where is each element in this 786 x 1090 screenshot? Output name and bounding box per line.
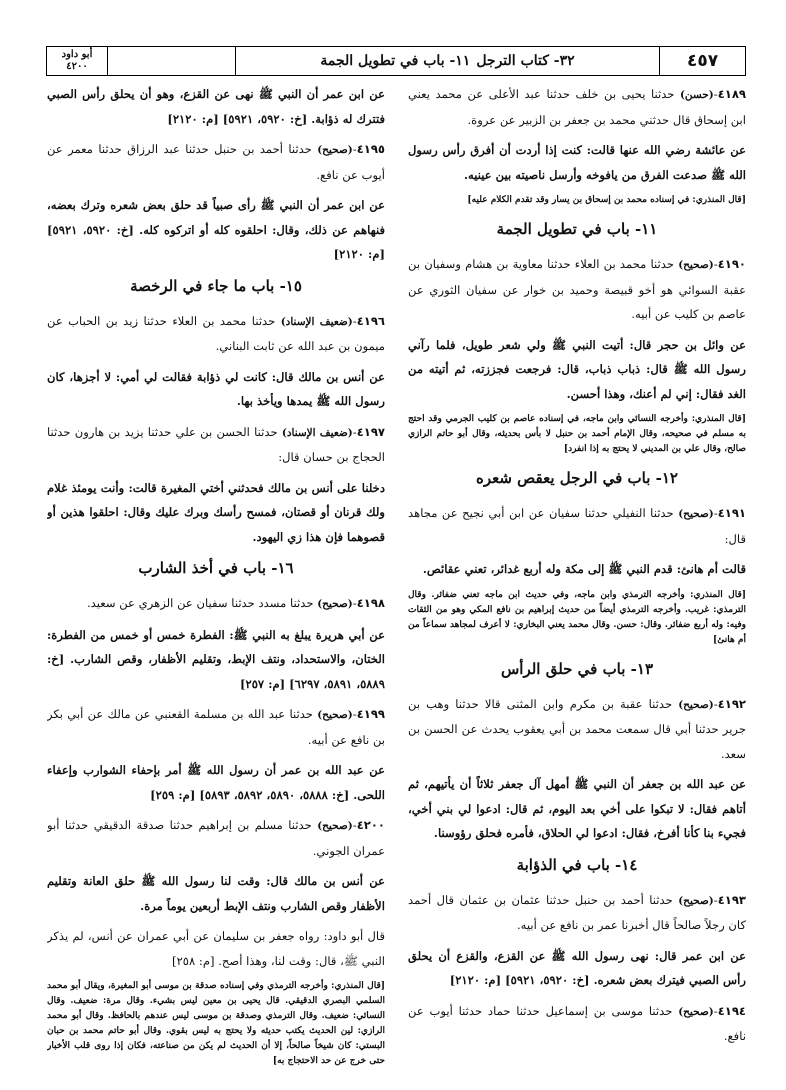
hadith-number: ٤١٩٤ — [717, 1003, 746, 1018]
isnad-text: حدثنا يحيى بن خلف حدثنا عبد الأعلى عن محمد يعني ابن إسحاق قال حدثني محمد بن جعفر بن الزبير عن عروة. — [408, 87, 746, 127]
chapter-title — [235, 47, 659, 75]
hadith-number: ٤١٨٩ — [717, 87, 746, 101]
hadith-entry: ٤٢٠٠-(صحيح) حدثنا مسلم بن إبراهيم حدثنا صدقة الدقيقي حدثنا أبو عمران الجوني. — [47, 818, 385, 858]
hadith-number: ٤١٩٩ — [356, 707, 385, 721]
hadith-number: ٤١٩١ — [717, 506, 746, 520]
page-number: ٤٥٧ — [659, 47, 745, 75]
hadith-entry: ٤١٩٧-(ضعيف الإسناد) حدثنا الحسن بن علي حدثنا يزيد بن هارون حدثنا الحجاج بن حسان قال: — [47, 424, 385, 464]
hadith-grade: (صحيح) — [317, 820, 353, 832]
isnad-text: حدثنا موسى بن إسماعيل حدثنا حماد حدثنا أيوب عن نافع. — [408, 1003, 746, 1043]
hadith-entry — [47, 924, 385, 973]
chapter-heading: ١٢- باب في الرجل يعقص شعره — [476, 469, 678, 487]
hadith-range: ٤٢٠٠ — [66, 61, 88, 72]
left-column — [47, 82, 385, 1082]
hadith-grade: (حسن) — [679, 89, 714, 101]
chapter-heading: ١٥- باب ما جاء في الرخصة — [130, 276, 302, 295]
hadith-grade: (صحيح) — [317, 144, 353, 156]
hadith-entry: ٤١٩٤-(صحيح) حدثنا موسى بن إسماعيل حدثنا حماد حدثنا أيوب عن نافع. — [408, 1003, 746, 1043]
hadith-entry: ٤١٩٢-(صحيح) حدثنا عقبة بن مكرم وابن المثنى قالا حدثنا وهب بن جرير حدثنا أبي قال سمعت محمد بن أبي يعقوب يحدث عن الحسن بن سعد. — [408, 696, 746, 761]
isnad-text: حدثنا أحمد بن حنبل حدثنا عبد الرزاق حدثنا معمر عن أيوب عن نافع. — [47, 142, 385, 182]
hadith-text: دخلنا على أنس بن مالك فحدثني أختي المغيرة قالت: وأنت يومئذ غلام ولك قرنان أو قصتان، فمسح رأسك وبرك عليك وقال: احلقوا هذين أو قصوهما فإن هذا زي اليهود. — [47, 480, 385, 544]
hadith-number: ٤١٩٠ — [717, 257, 746, 271]
hadith-number: ٤١٩٥ — [356, 142, 385, 156]
hadith-grade: (ضعيف الإسناد) — [280, 315, 353, 328]
isnad-text: حدثنا محمد بن العلاء حدثنا زيد بن الحباب عن ميمون بن عبد الله عن ثابت البناني. — [47, 313, 385, 353]
commentary-note: [قال المنذري: وأخرجه الترمذي وابن ماجه، وفي حديث ابن ماجه تعني ضفائر. وقال الترمذي: غريب. وأخرجه الترمذي أيضاً من حديث إبراهيم بن نافع المكي وهو من الثقات وفيه: وله أربع ضفائر. وقال: حسن. وقال محمد يعني البخاري: لا أعرف لمجاهد سماعاً من أم هانئ] — [408, 589, 746, 645]
chapter-heading: ١١- باب في تطويل الجمة — [496, 220, 658, 238]
hadith-text: عن عائشة رضي الله عنها قالت: كنت إذا أردت أن أفرق رأس رسول الله ﷺ صدعت الفرق من يافوخه وأرسل ناصيته بين عينيه. — [408, 143, 746, 182]
hadith-text: عن ابن عمر أن النبي ﷺ نهى عن القزع، وهو أن يحلق رأس الصبي فتترك له ذؤابة. [خ: ٥٩٢٠، ٥٩٢١] [م: ٢١٢٠] — [47, 87, 385, 126]
isnad-text: حدثنا النفيلي حدثنا سفيان عن ابن أبي نجيح عن مجاهد قال: — [408, 506, 746, 546]
isnad-text: حدثنا عقبة بن مكرم وابن المثنى قالا حدثنا وهب بن جرير حدثنا أبي قال سمعت محمد بن أبي يعقوب يحدث عن الحسن بن سعد. — [408, 696, 746, 761]
chapter-heading: ١٣- باب في حلق الرأس — [500, 659, 654, 678]
hadith-text: عن ابن عمر قال: نهى رسول الله ﷺ عن القزع، والقزع أن يحلق رأس الصبي فيترك بعض شعره. [خ: ٥٩٢٠، ٥٩٢١] [م: ٢١٢٠] — [408, 948, 746, 987]
hadith-number: ٤١٩٧ — [356, 424, 385, 439]
book-title: ٣٢- كتاب الترجل — [476, 53, 575, 69]
hadith-number: ٤٢٠٠ — [356, 818, 385, 832]
hadith-entry: ٤١٩٦-(ضعيف الإسناد) حدثنا محمد بن العلاء حدثنا زيد بن الحباب عن ميمون بن عبد الله عن ثابت البناني. — [47, 313, 385, 353]
hadith-grade: (صحيح) — [317, 709, 353, 721]
hadith-entry: ٤١٩٩-(صحيح) حدثنا عبد الله بن مسلمة القعنبي عن مالك عن أبي بكر بن نافع عن أبيه. — [47, 707, 385, 747]
hadith-grade: (صحيح) — [678, 508, 714, 520]
running-header — [46, 46, 746, 76]
right-column — [408, 82, 746, 1082]
hadith-number: ٤١٩٣ — [717, 892, 746, 907]
isnad-text: حدثنا مسدد حدثنا سفيان عن الزهري عن سعيد. — [86, 596, 314, 610]
hadith-entry: ٤١٩٠-(صحيح) حدثنا محمد بن العلاء حدثنا معاوية بن هشام وسفيان بن عقبة السوائي هو أخو قبيصة وحميد بن خوار عن سفيان الثوري عن عاصم بن كليب عن أبيه. — [408, 257, 746, 321]
commentary-note: [قال المنذري: وأخرجه النسائي وابن ماجه، في إسناده عاصم بن كليب الجرمي وقد احتج به مسلم في صحيحه، وقال الإمام أحمد بن حنبل لا بأس بحديثه، وقال أبو حاتم الرازي صالح، وقال علي بن المديني لا يحتج به إذا انفرد] — [408, 414, 746, 454]
isnad-text: حدثنا مسلم بن إبراهيم حدثنا صدقة الدقيقي حدثنا أبو عمران الجوني. — [47, 818, 385, 858]
hadith-text: عن عبد الله بن جعفر أن النبي ﷺ أمهل آل جعفر ثلاثاً أن يأتيهم، ثم أتاهم فقال: لا تبكوا على أخي بعد اليوم، ثم قال: ادعوا لي بني أخي، فجيء بنا كأنا أفرخ، فقال: ادعوا لي الحلاق، فأمره فحلق رؤوسنا. — [408, 777, 746, 840]
collection-name: أبو داود — [61, 49, 93, 60]
hadith-number: ٤١٩٨ — [356, 596, 385, 610]
hadith-text: عن عبد الله بن عمر أن رسول الله ﷺ أمر بإحفاء الشوارب وإعفاء اللحى. [خ: ٥٨٨٨، ٥٨٩٠، ٥٨٩٢، ٥٨٩٣] [م: ٢٥٩] — [47, 763, 385, 802]
hadith-entry: ٤١٨٩-(حسن) حدثنا يحيى بن خلف حدثنا عبد الأعلى عن محمد يعني ابن إسحاق قال حدثني محمد بن جعفر بن الزبير عن عروة. — [408, 87, 746, 127]
hadith-number: ٤١٩٦ — [356, 313, 385, 328]
hadith-entry: ٤١٩١-(صحيح) حدثنا النفيلي حدثنا سفيان عن ابن أبي نجيح عن مجاهد قال: — [408, 506, 746, 546]
isnad-text: حدثنا الحسن بن علي حدثنا يزيد بن هارون حدثنا الحجاج بن حسان قال: — [47, 424, 385, 464]
hadith-grade: (صحيح) — [678, 1005, 714, 1018]
bab-title: ١١- باب في تطويل الجمة — [320, 53, 471, 69]
isnad-text: حدثنا أحمد بن حنبل حدثنا عثمان بن عثمان قال أحمد كان رجلاً صالحاً قال أخبرنا عمر بن نافع عن أبيه. — [408, 892, 746, 932]
hadith-grade: (صحيح) — [317, 598, 353, 610]
hadith-grade: (صحيح) — [678, 894, 714, 907]
isnad-text: حدثنا محمد بن العلاء حدثنا معاوية بن هشام وسفيان بن عقبة السوائي هو أخو قبيصة وحميد بن خوار عن سفيان الثوري عن عاصم بن كليب عن أبيه. — [408, 257, 746, 321]
commentary-note: [قال المنذري: وأخرجه الترمذي وفي إسناده صدقة بن موسى أبو المغيرة، ويقال أبو محمد السلمي البصري الدقيقي. قال يحيى بن معين ليس بشيء. وقال مرة: ضعيف. وقال النسائي: ضعيف. وقال الترمذي وصدقة بن موسى ليس عندهم بالحافظ. وقال أبو محمد الرازي: لين الحديث يكتب حديثه ولا يحتج به ليس بقوي. وقال أبو حاتم محمد بن حبان البستي: كان شيخاً صالحاً، إلا أن الحديث لم يكن من صناعته، فكان إذا روى قلب الأخبار حتى خرج عن حد الاحتجاج به] — [47, 981, 385, 1066]
hadith-text: عن ابن عمر أن النبي ﷺ رأى صبياً قد حلق بعض شعره وترك بعضه، فنهاهم عن ذلك، وقال: احلقوه كله أو اتركوه كله. [خ: ٥٩٢٠، ٥٩٢١] [م: ٢١٢٠] — [47, 198, 385, 261]
hadith-grade: (صحيح) — [678, 698, 714, 711]
hadith-text: قالت أم هانئ: قدم النبي ﷺ إلى مكة وله أربع غدائر، تعني عقائص. — [422, 562, 746, 576]
hadith-entry: ٤١٩٥-(صحيح) حدثنا أحمد بن حنبل حدثنا عبد الرزاق حدثنا معمر عن أيوب عن نافع. — [47, 142, 385, 182]
commentary-note: [قال المنذري: في إسناده محمد بن إسحاق بن يسار وقد تقدم الكلام عليه] — [467, 195, 746, 205]
chapter-heading: ١٤- باب في الذؤابة — [516, 855, 638, 874]
hadith-number: ٤١٩٢ — [717, 696, 746, 711]
hadith-text: عن وائل بن حجر قال: أتيت النبي ﷺ ولي شعر طويل، فلما رآني رسول الله ﷺ قال: ذباب ذباب، قال: فرجعت فجززته، ثم أتيته من الغد فقال: إني لم أعنك، وهذا أحسن. — [408, 337, 746, 401]
isnad-text: قال أبو داود: رواه جعفر بن سليمان عن أبي عمران عن أنس، لم يذكر النبي ﷺ، قال: وقت لنا، وهذا أصح. [م: ٢٥٨] — [47, 929, 385, 968]
hadith-entry: ٤١٩٨-(صحيح) حدثنا مسدد حدثنا سفيان عن الزهري عن سعيد. — [86, 596, 385, 610]
header-reference — [47, 47, 107, 75]
hadith-text: عن أبي هريرة يبلغ به النبي ﷺ: الفطرة خمس أو خمس من الفطرة: الختان، والاستحداد، ونتف الإبط، وتقليم الأظفار، وقص الشارب. [خ: ٥٨٨٩، ٥٨٩١، ٦٢٩٧] [م: ٢٥٧] — [47, 627, 385, 691]
hadith-grade: (صحيح) — [678, 259, 714, 271]
header-blank-cell — [107, 47, 235, 75]
hadith-text: عن أنس بن مالك قال: كانت لي ذؤابة فقالت لي أمي: لا أجزها، كان رسول الله ﷺ يمدها ويأخذ بها. — [47, 369, 385, 408]
chapter-heading: ١٦- باب في أخذ الشارب — [138, 559, 294, 577]
hadith-text: عن أنس بن مالك قال: وقت لنا رسول الله ﷺ حلق العانة وتقليم الأظفار وقص الشارب ونتف الإبط أربعين يوماً مرة. — [47, 874, 385, 913]
hadith-entry: ٤١٩٣-(صحيح) حدثنا أحمد بن حنبل حدثنا عثمان بن عثمان قال أحمد كان رجلاً صالحاً قال أخبرنا عمر بن نافع عن أبيه. — [408, 892, 746, 932]
hadith-grade: (ضعيف الإسناد) — [281, 426, 353, 439]
isnad-text: حدثنا عبد الله بن مسلمة القعنبي عن مالك عن أبي بكر بن نافع عن أبيه. — [47, 707, 385, 747]
